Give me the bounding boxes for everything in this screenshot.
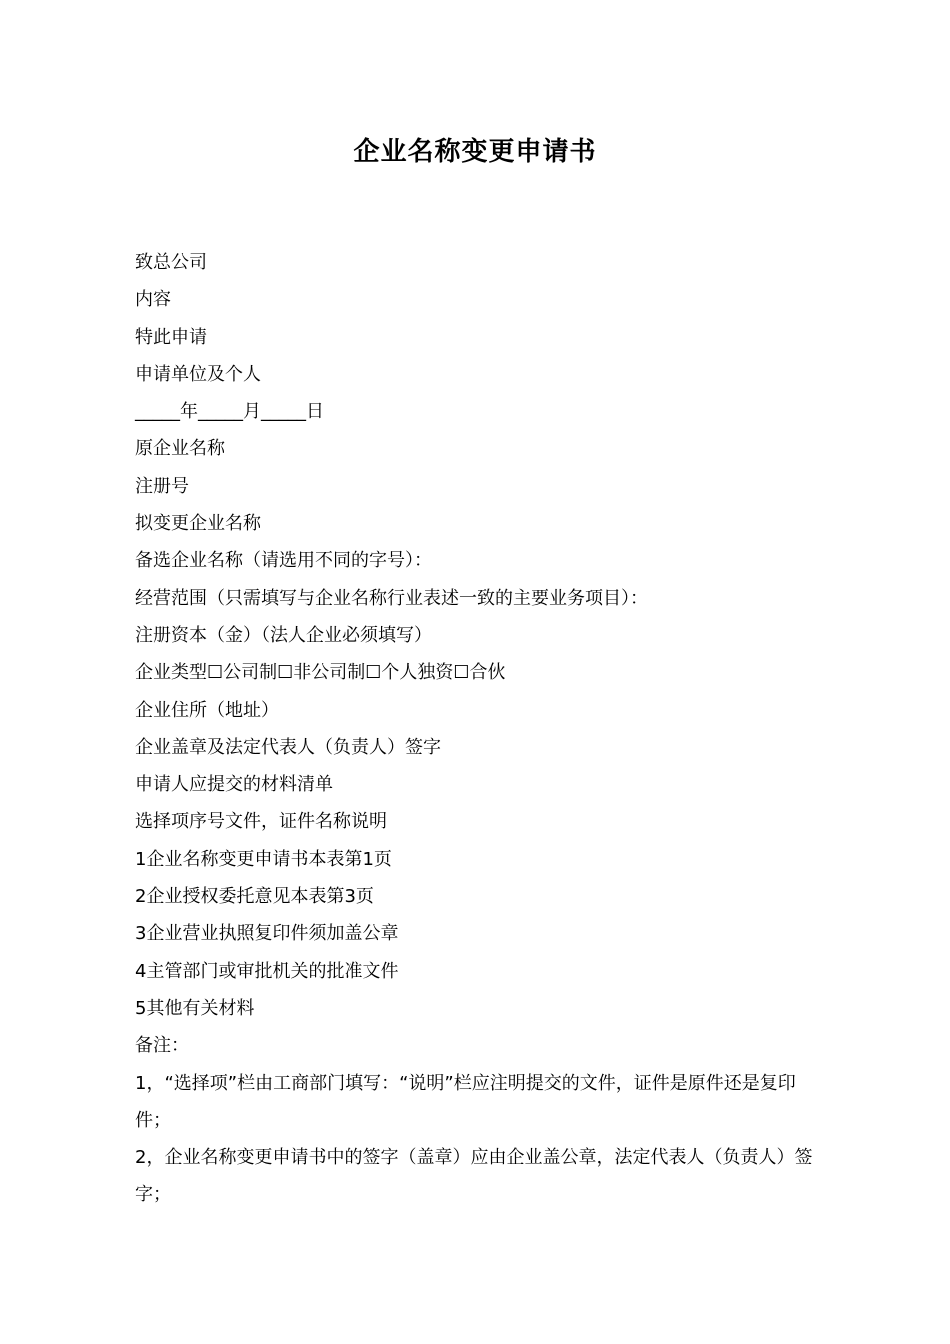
applicant-line: 申请单位及个人: [135, 363, 261, 385]
request-closing-line: 特此申请: [135, 326, 207, 348]
proposed-name-line: 拟变更企业名称: [135, 513, 261, 535]
page-title: 企业名称变更申请书: [353, 137, 597, 167]
remark-note: 2，企业名称变更申请书中的签字（盖章）应由企业盖公章，法定代表人（负责人）签字；: [135, 1147, 813, 1206]
materials-columns-line: 选择项序号文件，证件名称说明: [135, 811, 387, 833]
remark-note: 1，“选择项”栏由工商部门填写：“说明”栏应注明提交的文件，证件是原件还是复印件；: [135, 1072, 796, 1131]
materials-list-heading: 申请人应提交的材料清单: [135, 774, 333, 796]
alternative-name-line: 备选企业名称（请选用不同的字号）：: [135, 550, 432, 572]
date-line: _____年_____月_____日: [135, 401, 324, 423]
material-item: 2企业授权委托意见本表第3页: [135, 886, 374, 908]
registered-capital-line: 注册资本（金）（法人企业必须填写）: [135, 624, 432, 646]
business-scope-line: 经营范围（只需填写与企业名称行业表述一致的主要业务项目）：: [135, 587, 648, 609]
remarks-heading: 备注：: [135, 1035, 189, 1057]
material-item: 5其他有关材料: [135, 997, 255, 1019]
enterprise-type-line: 企业类型☐公司制☐非公司制☐个人独资☐合伙: [135, 662, 506, 684]
material-item: 4主管部门或审批机关的批准文件: [135, 960, 399, 982]
addressee-line: 致总公司: [135, 252, 207, 273]
original-name-line: 原企业名称: [135, 438, 225, 460]
material-item: 1企业名称变更申请书本表第1页: [135, 848, 392, 870]
enterprise-address-line: 企业住所（地址）: [135, 699, 279, 721]
seal-signature-line: 企业盖章及法定代表人（负责人）签字: [135, 736, 441, 758]
registration-number-line: 注册号: [135, 475, 189, 497]
document-body: [135, 244, 825, 1214]
content-line: 内容: [135, 289, 171, 311]
material-item: 3企业营业执照复印件须加盖公章: [135, 923, 399, 945]
